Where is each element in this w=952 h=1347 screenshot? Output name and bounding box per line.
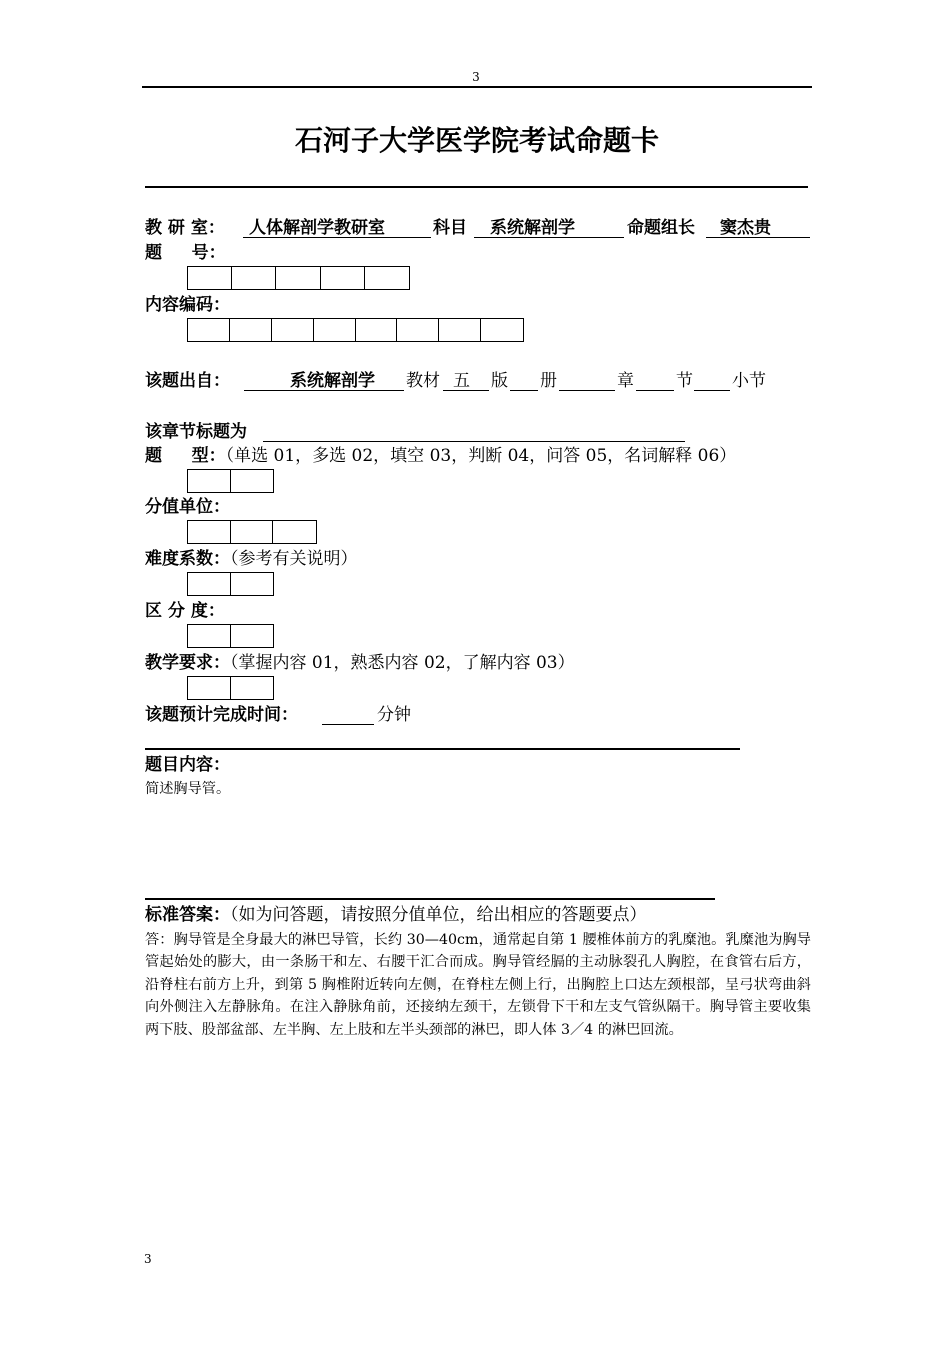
qtype-label: 题 型： — [145, 446, 226, 466]
answer-row — [145, 904, 647, 926]
teaching-label: 教学要求： — [145, 653, 230, 673]
volume-label: 册 — [540, 371, 557, 391]
teaching-note: （掌握内容 01，熟悉内容 02，了解内容 03） — [230, 653, 575, 673]
chapter-field[interactable] — [559, 370, 615, 391]
edition-label: 版 — [491, 371, 508, 391]
page-number-top: 3 — [472, 70, 480, 84]
leader-value: 窦杰贵 — [720, 218, 771, 238]
qtype-note: （单选 01，多选 02，填空 03，判断 04，问答 05，名词解释 06） — [225, 446, 737, 466]
content-text: 简述胸导管。 — [145, 781, 231, 797]
difficulty-boxes[interactable] — [187, 572, 274, 596]
score-unit-label: 分值单位： — [145, 497, 230, 517]
time-field[interactable] — [322, 704, 374, 725]
qtype-boxes[interactable] — [187, 469, 274, 493]
dept-field[interactable] — [243, 217, 431, 238]
title-rule — [145, 186, 808, 188]
question-no-label: 题 号： — [145, 243, 226, 263]
difficulty-row — [145, 548, 358, 570]
source-label: 该题出自： — [145, 371, 230, 391]
source-book-field[interactable] — [244, 370, 404, 391]
leader-label: 命题组长 — [627, 218, 695, 238]
header-rule — [142, 86, 812, 88]
teaching-row — [145, 652, 575, 674]
score-unit-boxes[interactable] — [187, 520, 317, 544]
section-field[interactable] — [636, 370, 674, 391]
edition-value: 五 — [453, 371, 470, 391]
answer-text: 答：胸导管是全身最大的淋巴导管，长约 30—40cm，通常起自第 1 腰椎体前方的乳糜池。乳糜池为胸导管起始处的膨大，由一条肠干和左、右腰干汇合而成。胸导管经膈的主动脉裂孔人胸腔，在食管右后方，沿脊柱右前方上升，到第 5 胸椎附近转向左侧，在脊柱左侧上行，出胸腔上口达左颈根部，呈弓状弯曲斜向外侧注入左静脉角。在注入静脉角前，还接纳左颈干，左锁骨下干和左支气管纵隔干。胸导管主要收集两下肢、股部盆部、左半胸、左上肢和左半头颈部的淋巴，即人体 3／4 的淋巴回流。 — [145, 932, 811, 1038]
chapter-label: 章 — [617, 371, 634, 391]
answer-note: （如为问答题，请按照分值单位，给出相应的答题要点） — [230, 905, 647, 925]
time-label: 该题预计完成时间： — [145, 705, 298, 725]
difficulty-note: （参考有关说明） — [230, 549, 358, 569]
chapter-title-label: 该章节标题为 — [145, 422, 247, 442]
dept-value: 人体解剖学教研室 — [249, 218, 385, 238]
section-label: 节 — [676, 371, 693, 391]
content-rule — [145, 748, 740, 750]
subject-label: 科目 — [433, 218, 467, 238]
source-book-label: 教材 — [406, 371, 440, 391]
discrimination-label: 区 分 度： — [145, 601, 225, 621]
content-label: 题目内容： — [145, 755, 230, 775]
content-code-boxes[interactable] — [187, 318, 524, 342]
answer-rule — [145, 898, 715, 900]
difficulty-label: 难度系数： — [145, 549, 230, 569]
teaching-boxes[interactable] — [187, 676, 274, 700]
subject-field[interactable] — [474, 217, 624, 238]
discrimination-boxes[interactable] — [187, 624, 274, 648]
page-title: 石河子大学医学院考试命题卡 — [294, 124, 659, 157]
qtype-row — [145, 445, 736, 467]
answer-label: 标准答案： — [145, 905, 230, 925]
subject-value: 系统解剖学 — [490, 218, 575, 238]
subsection-field[interactable] — [694, 370, 730, 391]
page-number-bottom: 3 — [144, 1252, 152, 1266]
edition-field[interactable] — [443, 370, 489, 391]
leader-field[interactable] — [706, 217, 810, 238]
time-unit: 分钟 — [377, 705, 411, 725]
subsection-label: 小节 — [732, 371, 766, 391]
volume-field[interactable] — [510, 370, 538, 391]
content-code-label: 内容编码： — [145, 295, 230, 315]
dept-label: 教 研 室： — [145, 218, 225, 238]
question-no-boxes[interactable] — [187, 266, 410, 290]
chapter-title-field[interactable] — [263, 421, 685, 442]
source-book-value: 系统解剖学 — [290, 371, 375, 391]
